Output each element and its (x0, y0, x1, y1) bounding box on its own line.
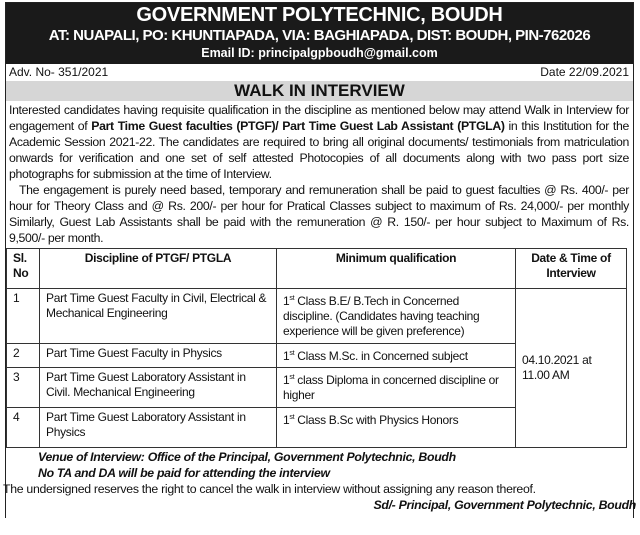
text: in this Institution for the Academic Session 2021-22. The candidates are required to bring all original documents/ testimonials from matriculation onwards for verification and one set of self attested Photocopies of all documents along with two pass port size photographs for submission at the time of Interview. (9, 119, 629, 181)
col-qualification: Minimum qualification (277, 249, 516, 289)
cell-discipline: Part Time Guest Laboratory Assistant in Physics (40, 408, 277, 448)
col-discipline: Discipline of PTGF/ PTGLA (40, 249, 277, 289)
cell-sl: 4 (7, 408, 40, 448)
venue: Venue of Interview: Office of the Principal, Government Polytechnic, Boudh (38, 450, 456, 464)
paragraph-1 (9, 102, 629, 182)
header-band (6, 3, 633, 64)
cell-qualification: 1st class Diploma in concerned discipline or higher (277, 368, 516, 408)
cell-qualification: 1st Class M.Sc. in Concerned subject (277, 344, 516, 368)
page-title: WALK IN INTERVIEW (6, 81, 633, 101)
col-date: Date & Time of Interview (516, 249, 627, 289)
cell-datetime: 04.10.2021 at 11.00 AM (516, 289, 627, 448)
reserve-note: The undersigned reserves the right to cancel the walk in interview without assigning any reason thereof. (3, 482, 536, 496)
email: Email ID: principalgpboudh@gmail.com (201, 46, 438, 60)
body-text (6, 101, 633, 246)
positions-table (6, 248, 627, 448)
col-sl: Sl. No (7, 249, 40, 289)
table-row (7, 289, 627, 344)
institution-name: GOVERNMENT POLYTECHNIC, BOUDH (136, 4, 503, 26)
cell-sl: 3 (7, 368, 40, 408)
cell-sl: 1 (7, 289, 40, 344)
cell-discipline: Part Time Guest Laboratory Assistant in Civil. Mechanical Engineering (40, 368, 277, 408)
address: AT: NUAPALI, PO: KHUNTIAPADA, VIA: BAGHIAPADA, DIST: BOUDH, PIN-762026 (48, 27, 591, 44)
footer (0, 449, 640, 513)
cell-sl: 2 (7, 344, 40, 368)
bold-text: Part Time Guest faculties (PTGF)/ Part Time Guest Lab Assistant (PTGLA) (91, 119, 505, 133)
no-ta-da-note: No TA and DA will be paid for attending the interview (38, 466, 330, 480)
signature: Sd/- Principal, Government Polytechnic, Boudh (373, 498, 636, 512)
cell-qualification: 1st Class B.E/ B.Tech in Concerned discipline. (Candidates having teaching experience will be given preference) (277, 289, 516, 344)
adv-date: Date 22/09.2021 (540, 65, 629, 79)
table-header (7, 249, 627, 289)
paragraph-2: The engagement is purely need based, temporary and remuneration shall be paid to guest faculties @ Rs. 400/- per hour for Theory Class and @ Rs. 200/- per hour for Pratical Classes subject to maximum of Rs. 24,000/- per monthly Similarly, Guest Lab Assistants shall be paid with the remuneration @ R. 150/- per hour subject to Maximum of Rs. 9,500/- per month. (9, 183, 629, 245)
cell-discipline: Part Time Guest Faculty in Civil, Electrical & Mechanical Engineering (40, 289, 277, 344)
text: Interested candidates having requisite qualification in the discipline as mentioned below may attend Walk in Interview for engagement of (9, 103, 629, 133)
adv-number: Adv. No- 351/2021 (9, 65, 109, 79)
cell-discipline: Part Time Guest Faculty in Physics (40, 344, 277, 368)
cell-qualification: 1st Class B.Sc with Physics Honors (277, 408, 516, 448)
